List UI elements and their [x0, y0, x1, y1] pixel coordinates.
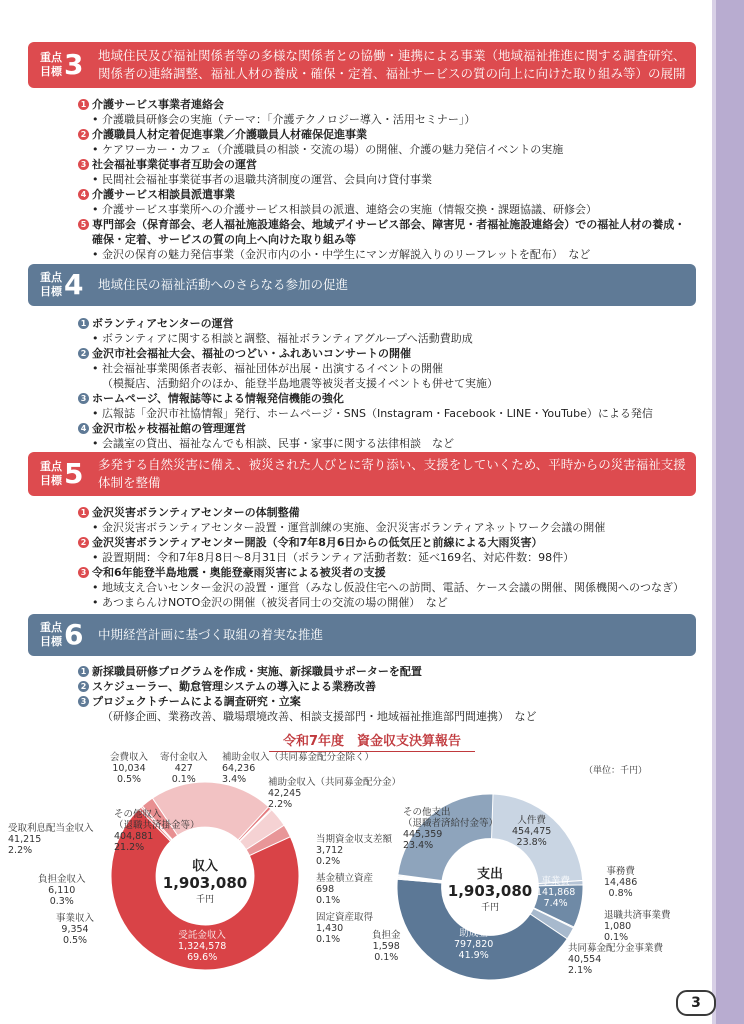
- goal5-item-number-icon: 1: [78, 507, 89, 518]
- goal6-list: [80, 664, 692, 724]
- goal3-item-number-icon: 4: [78, 189, 89, 200]
- goal4-item-heading-text: 金沢市松ヶ枝福祉館の管理運営: [92, 422, 246, 435]
- expense-label-事務費: 事務費 14,486 0.8%: [604, 866, 638, 899]
- goal3-item-heading: [80, 187, 692, 202]
- goal3-list: [80, 97, 692, 262]
- income-label-受託金収入: 受託金収入 1,324,578 69.6%: [178, 930, 227, 963]
- goal3-item-heading-text: 介護職員人材定着促進事業／介護職員人材確保促進事業: [92, 128, 367, 141]
- goal5-item-number-icon: 3: [78, 567, 89, 578]
- goal3-item-2: [80, 127, 692, 157]
- income-center-total: 1,903,080: [162, 874, 248, 892]
- goal3-badge: [28, 42, 90, 88]
- goal5-item-heading: [80, 505, 692, 520]
- goal6-item-2: [80, 679, 692, 694]
- goal6-item-heading: [80, 679, 692, 694]
- expense-label-負担金: 負担金 1,598 0.1%: [372, 930, 401, 963]
- goal3-item-detail: • 金沢の保育の魅力発信事業（金沢市内の小・中学生にマンガ解説入りのリーフレットを配布） など: [92, 247, 692, 262]
- goal5-item-1: [80, 505, 692, 535]
- goal4-item-heading: [80, 391, 692, 406]
- goal3-item-heading-text: 介護サービス相談員派遣事業: [92, 188, 235, 201]
- goal3-number: 3: [64, 48, 84, 81]
- goal6-item-number-icon: 2: [78, 681, 89, 692]
- goal3-item-number-icon: 1: [78, 99, 89, 110]
- goal5-item-heading: [80, 535, 692, 550]
- goal4-item-heading: [80, 346, 692, 361]
- expense-center-total: 1,903,080: [447, 882, 533, 900]
- goal5-item-heading: [80, 565, 692, 580]
- goal3-item-3: [80, 157, 692, 187]
- income-center-label: 収入: [191, 859, 218, 874]
- goal5-list: [80, 505, 692, 610]
- income-label-その他収入: その他収入 （退職共済掛金等） 404,881 21.2%: [114, 809, 200, 853]
- income-label-負担金収入: 負担金収入 6,110 0.3%: [38, 874, 86, 907]
- goal6-number: 6: [64, 618, 84, 651]
- goal4-item-heading-text: 金沢市社会福祉大会、福祉のつどい・ふれあいコンサートの開催: [92, 347, 411, 360]
- expense-center: [440, 863, 540, 913]
- expense-label-基金積立資産: 基金積立資産 698 0.1%: [316, 873, 374, 906]
- goal4-item-number-icon: 1: [78, 318, 89, 329]
- goal5-title: 多発する自然災害に備え、被災された人びとに寄り添い、支援をしていくため、平時からの災害福祉支援体制を整備: [98, 457, 686, 490]
- goal4-item-detail: • 広報誌「金沢市社協情報」発行、ホームページ・SNS（Instagram・Facebook・LINE・YouTube）による発信: [92, 406, 692, 421]
- goal3-item-heading-text: 社会福祉事業従事者互助会の運営: [92, 158, 257, 171]
- goal3-item-detail: • 介護サービス事業所への介護サービス相談員の派遣、連絡会の実施（情報交換・課題協議、研修会）: [92, 202, 692, 217]
- expense-center-label: 支出: [476, 867, 503, 882]
- goal3-item-heading: [80, 157, 692, 172]
- income-label-寄付金収入: 寄付金収入 427 0.1%: [160, 752, 208, 785]
- goal6-item-heading-text: プロジェクトチームによる調査研究・立案: [92, 695, 301, 708]
- goal5-number: 5: [64, 457, 84, 490]
- goal3-item-detail: • ケアワーカー・カフェ（介護職員の相談・交流の場）の開催、介護の魅力発信イベントの実施: [92, 142, 692, 157]
- goal3-item-heading: [80, 127, 692, 142]
- goal4-item-heading-text: ホームページ、情報誌等による情報発信機能の強化: [92, 392, 344, 405]
- goal4-banner: [28, 264, 696, 306]
- goal3-title: 地域住民及び福祉関係者等の多様な関係者との協働・連携による事業（地域福祉推進に関する調査研究、関係者の連絡調整、福祉人材の養成・確保・定着、福祉サービスの質の向上に向けた取り組み等）の展開: [98, 48, 686, 81]
- goal4-item-number-icon: 4: [78, 423, 89, 434]
- expense-label-人件費: 人件費 454,475 23.8%: [512, 815, 552, 848]
- goal3-badge-label: 重点 目標: [40, 51, 62, 78]
- goal4-list: [80, 316, 692, 451]
- goal4-item-detail: • 社会福祉事業関係者表彰、福祉団体が出展・出演するイベントの開催: [92, 361, 692, 376]
- goal3-item-heading: [80, 97, 692, 112]
- expense-label-助成金: 助成金 797,820 41.9%: [454, 928, 494, 961]
- report-title-text: 令和7年度 資金収支決算報告: [269, 728, 475, 752]
- goal4-item-number-icon: 3: [78, 393, 89, 404]
- goal3-item-1: [80, 97, 692, 127]
- goal4-item-extra: （模擬店、活動紹介のほか、能登半島地震等被災者支援イベントも併せて実施）: [102, 377, 498, 390]
- goal5-item-heading-text: 金沢災害ボランティアセンター開設（令和7年8月6日からの低気圧と前線による大雨災害）: [92, 536, 543, 549]
- income-center: [155, 855, 255, 905]
- goal4-item-heading: [80, 316, 692, 331]
- goal5-item-detail: • あつまらんけNOTO金沢の開催（被災者同士の交流の場の開催） など: [92, 595, 692, 610]
- goal4-item-heading: [80, 421, 692, 436]
- goal5-item-3: [80, 565, 692, 610]
- goal4-item-heading-text: ボランティアセンターの運営: [92, 317, 234, 330]
- goal3-banner: [28, 42, 696, 88]
- goal5-item-detail: • 地域支え合いセンター金沢の設置・運営（みなし仮設住宅への訪問、電話、ケース会議の開催、関係機関へのつなぎ）: [92, 580, 692, 595]
- goal6-title: 中期経営計画に基づく取組の着実な推進: [98, 627, 324, 642]
- expense-label-当期資金収支差額: 当期資金収支差額 3,712 0.2%: [316, 834, 393, 867]
- goal6-item-heading-text: スケジューラー、勤怠管理システムの導入による業務改善: [92, 680, 377, 693]
- income-label-会費収入: 会費収入 10,034 0.5%: [110, 752, 149, 785]
- goal3-item-5: [80, 217, 692, 262]
- goal4-item-number-icon: 2: [78, 348, 89, 359]
- income-label-補助金収入-配分金: 補助金収入（共同募金配分金） 42,245 2.2%: [268, 777, 402, 810]
- goal5-item-detail: • 設置期間：令和7年8月8日～8月31日（ボランティア活動者数：延べ169名、対応件数：98件）: [92, 550, 692, 565]
- expense-label-退職共済事業費: 退職共済事業費 1,080 0.1%: [604, 910, 671, 943]
- goal4-item-3: [80, 391, 692, 421]
- income-label-受取利息配当金収入: 受取利息配当金収入 41,215 2.2%: [8, 823, 94, 856]
- goal5-item-number-icon: 2: [78, 537, 89, 548]
- goal4-number: 4: [64, 268, 84, 301]
- goal4-item-detail: • 会議室の貸出、福祉なんでも相談、民事・家事に関する法律相談 など: [92, 436, 692, 451]
- goal4-badge-label: 重点 目標: [40, 271, 62, 298]
- expense-label-共同募金配分金事業費: 共同募金配分金事業費 40,554 2.1%: [568, 943, 664, 976]
- goal4-item-4: [80, 421, 692, 451]
- goal3-item-heading-text: 介護サービス事業者連絡会: [92, 98, 224, 111]
- page-edge: [716, 0, 744, 1024]
- goal6-badge-label: 重点 目標: [40, 621, 62, 648]
- goal6-item-3: [80, 694, 692, 724]
- goal5-badge-label: 重点 目標: [40, 460, 62, 487]
- page-number: 3: [676, 990, 716, 1016]
- income-label-補助金収入-除く: 補助金収入（共同募金配分金除く） 64,236 3.4%: [222, 752, 375, 785]
- goal4-item-1: [80, 316, 692, 346]
- goal3-item-number-icon: 2: [78, 129, 89, 140]
- goal5-item-2: [80, 535, 692, 565]
- goal3-item-detail: • 民間社会福祉事業従事者の退職共済制度の運営、会員向け貸付事業: [92, 172, 692, 187]
- goal6-item-1: [80, 664, 692, 679]
- goal6-item-heading-text: 新採職員研修プログラムを作成・実施、新採職員サポーターを配置: [92, 665, 422, 678]
- goal4-item-detail: • ボランティアに関する相談と調整、福祉ボランティアグループへ活動費助成: [92, 331, 692, 346]
- report-title: [0, 728, 744, 752]
- goal6-item-heading: [80, 694, 692, 709]
- goal3-item-number-icon: 5: [78, 219, 89, 230]
- goal5-item-detail: • 金沢災害ボランティアセンター設置・運営訓練の実施、金沢災害ボランティアネットワーク会議の開催: [92, 520, 692, 535]
- expense-label-固定資産取得: 固定資産取得 1,430 0.1%: [316, 912, 374, 945]
- expense-center-unit: 千円: [480, 903, 499, 913]
- goal6-banner: [28, 614, 696, 656]
- goal4-title: 地域住民の福祉活動へのさらなる参加の促進: [98, 277, 349, 292]
- expense-label-その他支出: その他支出 （退職者済給付金等） 445,359 23.4%: [403, 807, 499, 851]
- income-center-unit: 千円: [195, 895, 214, 905]
- expense-label-事業費: 事業費 141,868 7.4%: [536, 876, 576, 909]
- goal3-item-4: [80, 187, 692, 217]
- goal3-item-heading: [80, 217, 692, 247]
- goal3-item-heading-text: 専門部会（保育部会、老人福祉施設連絡会、地域デイサービス部会、障害児・者福祉施設連絡会）での福祉人材の養成・確保・定着、サービスの質の向上へ向けた取り組み等: [92, 218, 686, 246]
- goal6-item-heading: [80, 664, 692, 679]
- goal6-item-extra: （研修企画、業務改善、職場環境改善、相談支援部門・地域福祉推進部門間連携） など: [102, 710, 537, 723]
- goal3-item-number-icon: 3: [78, 159, 89, 170]
- goal5-item-heading-text: 金沢災害ボランティアセンターの体制整備: [92, 506, 300, 519]
- goal3-item-detail: • 介護職員研修会の実施（テーマ：「介護テクノロジー導入・活用セミナー」）: [92, 112, 692, 127]
- report-unit: （単位：千円）: [584, 766, 648, 776]
- goal5-badge: [28, 452, 90, 496]
- goal6-badge: [28, 614, 90, 656]
- goal6-item-number-icon: 1: [78, 666, 89, 677]
- goal4-item-2: [80, 346, 692, 391]
- goal6-item-number-icon: 3: [78, 696, 89, 707]
- goal4-badge: [28, 264, 90, 306]
- income-label-事業収入: 事業収入 9,354 0.5%: [56, 913, 95, 946]
- goal5-item-heading-text: 令和6年能登半島地震・奥能登豪雨災害による被災者の支援: [92, 566, 386, 579]
- goal5-banner: [28, 452, 696, 496]
